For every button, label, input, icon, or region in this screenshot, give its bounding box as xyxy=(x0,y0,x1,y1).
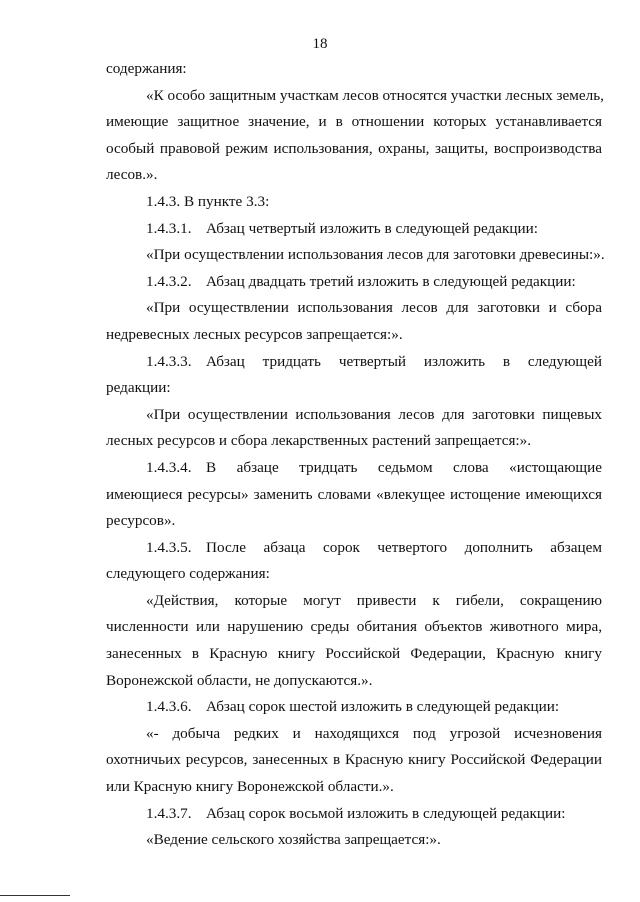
item-text: Абзац четвертый изложить в следующей редакции: xyxy=(206,219,538,237)
text-line: содержания: xyxy=(106,60,187,77)
text-line: лесов.». xyxy=(106,166,158,184)
item-number: 1.4.3.3. xyxy=(146,352,192,370)
page-number: 18 xyxy=(312,36,328,52)
text-line: имеющие защитное значение, и в отношении которых устанавливается xyxy=(106,113,602,131)
text-line: «При осуществлении использования лесов для заготовки древесины:». xyxy=(146,246,605,264)
text-line: «К особо защитным участкам лесов относятся участки лесных земель, xyxy=(146,86,604,104)
text-line xyxy=(106,535,602,562)
text-line: следующего содержания: xyxy=(106,565,270,583)
text-line: недревесных лесных ресурсов запрещается:». xyxy=(106,325,403,343)
text-line: «При осуществлении использования лесов для заготовки и сбора xyxy=(146,299,602,317)
item-text: В абзаце тридцать седьмом слова «истощающие xyxy=(206,458,602,476)
item-number: 1.4.3.2. xyxy=(146,272,192,290)
text-line: «- добыча редких и находящихся под угрозой исчезновения xyxy=(146,724,602,742)
text-line: Воронежской области, не допускаются.». xyxy=(106,671,373,689)
document-body xyxy=(106,56,605,854)
item-text: Абзац тридцать четвертый изложить в следующей xyxy=(206,352,602,370)
text-line: «Действия, которые могут привести к гибели, сокращению xyxy=(146,591,602,609)
item-number: 1.4.3.6. xyxy=(146,698,192,716)
text-line: 1.4.3. В пункте 3.3: xyxy=(146,192,270,210)
text-line: «При осуществлении использования лесов для заготовки пищевых xyxy=(146,405,602,423)
item-number: 1.4.3.7. xyxy=(146,804,192,822)
text-line: или Красную книгу Воронежской области.». xyxy=(106,778,394,796)
text-line: «Ведение сельского хозяйства запрещается:». xyxy=(146,831,441,849)
item-text: Абзац сорок шестой изложить в следующей редакции: xyxy=(206,698,560,716)
item-number: 1.4.3.4. xyxy=(146,458,192,476)
item-number: 1.4.3.5. xyxy=(146,538,192,556)
text-line xyxy=(106,269,602,296)
text-line: имеющиеся ресурсы» заменить словами «влекущее истощение имеющихся xyxy=(106,485,602,503)
text-line: лесных ресурсов и сбора лекарственных растений запрещается:». xyxy=(106,432,532,450)
text-line: охотничьих ресурсов, занесенных в Красную книгу Российской Федерации xyxy=(106,751,602,769)
item-text: Абзац двадцать третий изложить в следующей редакции: xyxy=(206,272,576,290)
text-line: ресурсов». xyxy=(106,512,176,530)
item-text: Абзац сорок восьмой изложить в следующей редакции: xyxy=(206,804,566,822)
item-number: 1.4.3.1. xyxy=(146,219,192,237)
text-line: редакции: xyxy=(106,379,171,397)
text-line: численности или нарушению среды обитания объектов животного мира, xyxy=(106,618,602,636)
text-line xyxy=(106,801,602,828)
text-line xyxy=(106,694,602,721)
text-line xyxy=(106,349,602,376)
text-line xyxy=(106,455,602,482)
text-line: занесенных в Красную книгу Российской Федерации, Красную книгу xyxy=(106,645,602,663)
footer-rule xyxy=(0,895,70,896)
item-text: После абзаца сорок четвертого дополнить абзацем xyxy=(206,538,602,556)
text-line xyxy=(106,216,602,243)
text-line: особый правовой режим использования, охраны, защиты, воспроизводства xyxy=(106,139,602,157)
